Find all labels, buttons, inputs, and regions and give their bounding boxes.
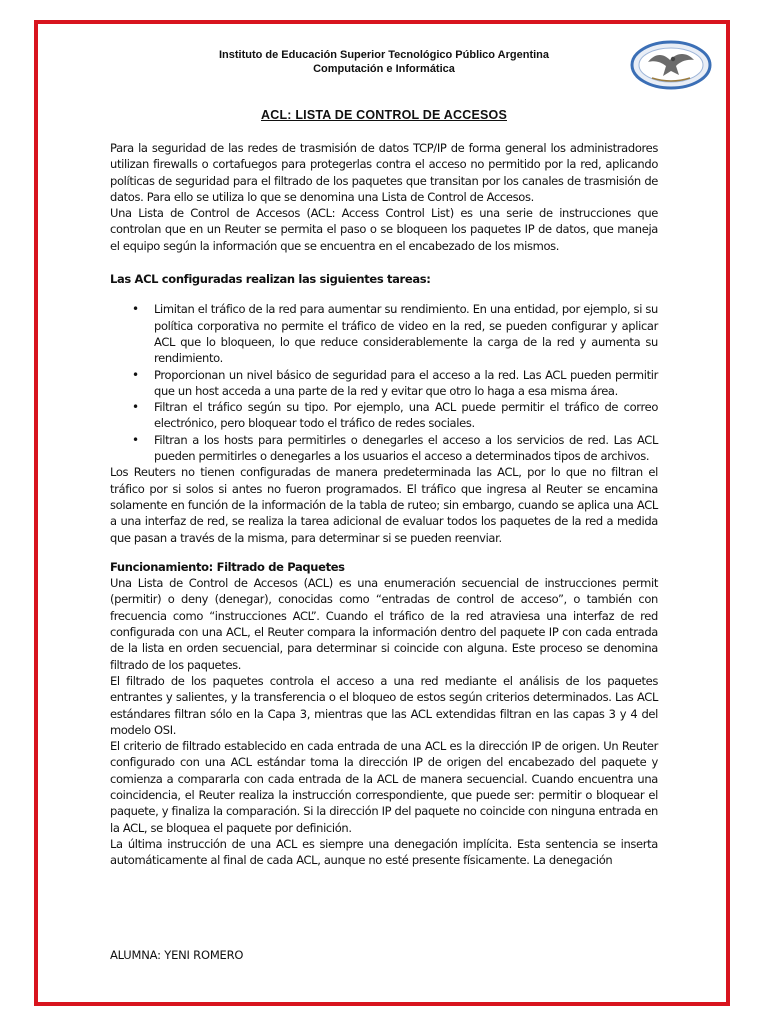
institution-header — [150, 48, 618, 76]
eagle-emblem-icon — [630, 40, 712, 90]
tasks-list — [110, 301, 658, 464]
reuters-paragraph: Los Reuters no tienen configuradas de manera predeterminada las ACL, por lo que no filtran el tráfico por si solos si antes no fueron programados. El tráfico que ingresa al Reuter se encamina solamente en función de la información de la tabla de ruteo; sin embargo, cuando se aplica una ACL a una interfaz de red, se realiza la tarea adicional de evaluar todos los paquetes de la red a medida que pasan a través de la misma, para determinar si se pueden reenviar. — [110, 465, 658, 545]
tasks-heading: Las ACL configuradas realizan las siguientes tareas: — [110, 272, 431, 287]
institute-name: Instituto de Educación Superior Tecnológico Público Argentina — [218, 49, 550, 61]
document-body — [110, 140, 658, 868]
task-item: • Proporcionan un nivel básico de seguridad para el acceso a la red. Las ACL pueden permitir que un host acceda a una parte de la red y evitar que otro lo haga a esa misma área. — [154, 367, 658, 400]
intro-paragraph-2: Una Lista de Control de Accesos (ACL: Access Control List) es una serie de instrucciones que controlan que en un Reuter se permita el paso o se bloqueen los paquetes IP de datos, que maneja el equipo según la información que se encuentra en el encabezado de los mismos. — [110, 206, 658, 253]
section-paragraph-3: El criterio de filtrado establecido en cada entrada de una ACL es la dirección IP de origen. Un Reuter configurado con una ACL estándar toma la dirección IP de origen del encabezado del paquete y comienza a compararla con cada entrada de la ACL de manera secuencial. Cuando encuentra una coincidencia, el Reuter realiza la instrucción correspondiente, que puede ser: permitir o bloquear el paquete, y finaliza la comparación. Si la dirección IP del paquete no coincide con ninguna entrada en la ACL, se bloquea el paquete por definición. — [110, 739, 658, 835]
document-title: ACL: LISTA DE CONTROL DE ACCESOS — [261, 108, 507, 122]
student-name: ALUMNA: YENI ROMERO — [110, 948, 244, 962]
program-name: Computación e Informática — [313, 63, 455, 75]
intro-paragraph-1: Para la seguridad de las redes de trasmisión de datos TCP/IP de forma general los administradores utilizan firewalls o cortafuegos para protegerlas contra el acceso no permitido por la red, aplicando políticas de seguridad para el filtrado de los paquetes que transitan por los canales de trasmisión de datos. Para ello se utiliza lo que se denomina una Lista de Control de Accesos. — [110, 141, 658, 204]
task-item: • Limitan el tráfico de la red para aumentar su rendimiento. En una entidad, por ejemplo, si su política corporativa no permite el tráfico de video en la red, se pueden configurar y aplicar ACL que lo bloqueen, lo que reduce considerablemente la carga de la red y aumenta su rendimiento. — [154, 301, 658, 366]
section-paragraph-4: La última instrucción de una ACL es siempre una denegación implícita. Esta sentencia se inserta automáticamente al final de cada ACL, aunque no esté presente físicamente. La denegación — [110, 836, 658, 868]
section-paragraph-1: Una Lista de Control de Accesos (ACL) es una enumeración secuencial de instrucciones permit (permitir) o deny (denegar), conocidas como “entradas de control de acceso”, o también con frecuencia como “instrucciones ACL”. Cuando el tráfico de la red atraviesa una interfaz de red configurada con una ACL, el Reuter compara la información dentro del paquete IP con cada entrada de la lista en orden secuencial, para determinar si coincide con alguna. Este proceso se denomina filtrado de los paquetes. — [110, 576, 658, 672]
section-heading: Funcionamiento: Filtrado de Paquetes — [110, 559, 345, 574]
task-item: • Filtran a los hosts para permitirles o denegarles el acceso a los servicios de red. Las ACL pueden permitirles o denegarles a los usuarios el acceso a determinados tipos de archivos. — [154, 432, 658, 465]
task-item: • Filtran el tráfico según su tipo. Por ejemplo, una ACL puede permitir el tráfico de correo electrónico, pero bloquear todo el tráfico de redes sociales. — [154, 399, 658, 432]
section-paragraph-2: El filtrado de los paquetes controla el acceso a una red mediante el análisis de los paquetes entrantes y salientes, y la transferencia o el bloqueo de estos según criterios determinados. Las ACL estándares filtran sólo en la Capa 3, mientras que las ACL extendidas filtran en las capas 3 y 4 del modelo OSI. — [110, 673, 658, 737]
